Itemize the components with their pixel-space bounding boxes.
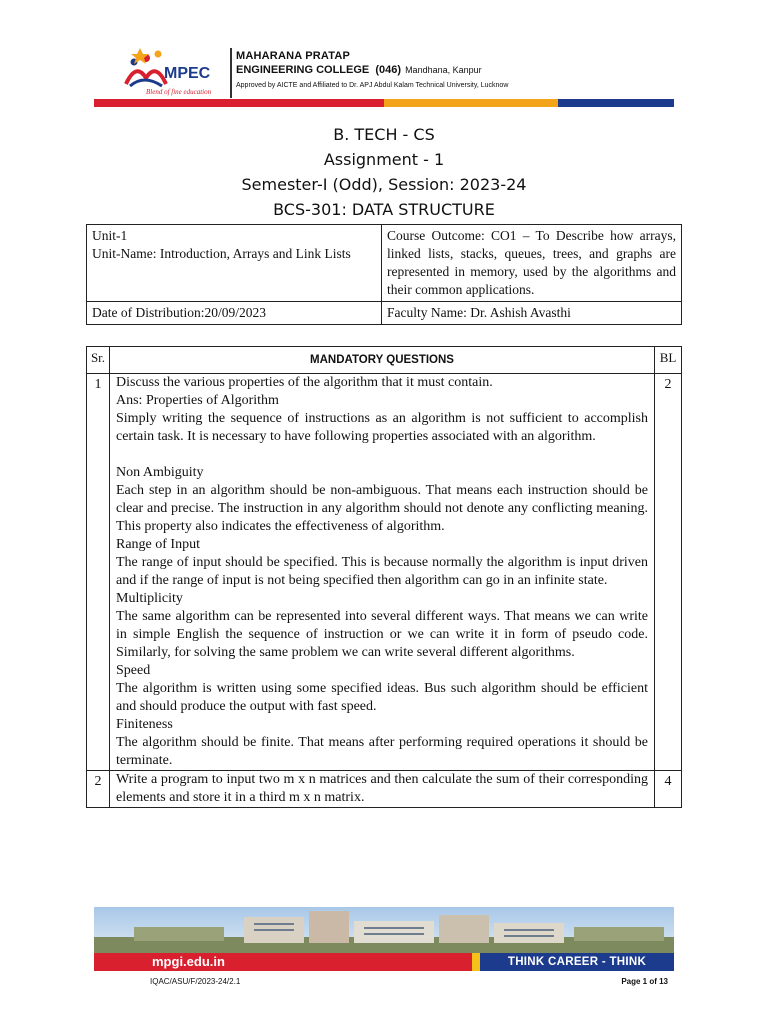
property-heading: Speed <box>116 663 151 678</box>
footer-meta <box>150 977 668 986</box>
answer-intro: Simply writing the sequence of instructions as an algorithm is not sufficient to accomplish certain task. It is necessary to have following properties associated with an algorithm. <box>116 411 648 444</box>
property-text: The range of input should be specified. This is because normally the algorithm is input driven and if the range of input is not being specified then algorithm can go in an infinite state. <box>116 555 648 588</box>
program-title: B. TECH - CS <box>333 125 435 144</box>
website-link[interactable]: mpgi.edu.in <box>94 953 472 971</box>
question-number: 1 <box>87 374 110 771</box>
mandatory-questions-header: MANDATORY QUESTIONS <box>110 347 655 374</box>
footer-slogan: THINK CAREER - THINK MAHARANA <box>480 953 674 971</box>
distribution-date: Date of Distribution:20/09/2023 <box>87 302 382 325</box>
info-table <box>86 224 682 325</box>
faculty-name: Faculty Name: Dr. Ashish Avasthi <box>382 302 682 325</box>
document-titles <box>0 122 768 222</box>
questions-header-row <box>87 347 682 374</box>
answer-title: Ans: Properties of Algorithm <box>116 393 279 408</box>
campus-banner <box>94 907 674 953</box>
bloom-level: 4 <box>655 771 682 808</box>
bloom-level: 2 <box>655 374 682 771</box>
college-name-line2 <box>236 64 508 76</box>
logo-tagline: Blend of fine education <box>146 88 212 96</box>
college-location: Mandhana, Kanpur <box>405 65 482 75</box>
table-row <box>87 374 682 771</box>
property-text: Each step in an algorithm should be non-ambiguous. That means each instruction should be clear and precise. The instruction in any algorithm should not denote any conflicting meaning. This property also indicates the effectiveness of algorithm. <box>116 483 648 534</box>
bl-header: BL <box>655 347 682 374</box>
question-number: 2 <box>87 771 110 808</box>
sr-header: Sr. <box>87 347 110 374</box>
campus-building-illustration <box>94 907 674 953</box>
unit-cell <box>87 225 382 302</box>
questions-table <box>86 346 682 808</box>
approval-text: Approved by AICTE and Affiliated to Dr. APJ Abdul Kalam Technical University, Lucknow <box>236 82 509 89</box>
assignment-title: Assignment - 1 <box>323 150 445 169</box>
property-text: The algorithm should be finite. That means after performing required operations it should be terminate. <box>116 735 648 768</box>
header-color-bar <box>94 99 674 107</box>
college-name-block <box>236 50 508 89</box>
unit-label: Unit-1 <box>92 228 128 243</box>
property-heading: Multiplicity <box>116 591 183 606</box>
college-name-line1: MAHARANA PRATAP <box>236 50 351 62</box>
question-text: Write a program to input two m x n matrices and then calculate the sum of their corresponding elements and store it in a third m x n matrix. <box>110 771 655 808</box>
property-heading: Range of Input <box>116 537 200 552</box>
course-title: BCS-301: DATA STRUCTURE <box>273 200 495 219</box>
property-text: The algorithm is written using some specified ideas. Bus such algorithm should be efficient and should produce the output with fast speed. <box>116 681 648 714</box>
course-outcome: Course Outcome: CO1 – To Describe how arrays, linked lists, stacks, queues, trees, and graphs are represented in memory, used by the algorithms and their common applications. <box>382 225 682 302</box>
unit-name: Unit-Name: Introduction, Arrays and Link Lists <box>92 246 351 261</box>
logo-text: MPEC <box>164 65 211 82</box>
property-heading: Non Ambiguity <box>116 465 204 480</box>
header-divider <box>230 48 232 98</box>
question-text: Discuss the various properties of the algorithm that it must contain. <box>116 375 493 390</box>
college-logo <box>116 44 234 100</box>
question-body <box>110 374 655 771</box>
table-row <box>87 771 682 808</box>
property-heading: Finiteness <box>116 717 173 732</box>
semester-title: Semester-I (Odd), Session: 2023-24 <box>241 175 527 194</box>
page-number: Page 1 of 13 <box>621 977 668 986</box>
property-text: The same algorithm can be represented into several different ways. That means we can write in simple English the sequence of instruction or we can write it in form of pseudo code. Similarly, for solving the same problem we can write several different algorithms. <box>116 609 648 660</box>
college-name-text: ENGINEERING COLLEGE <box>236 64 370 76</box>
document-code: IQAC/ASU/F/2023-24/2.1 <box>150 977 241 986</box>
college-code: (046) <box>375 64 402 76</box>
